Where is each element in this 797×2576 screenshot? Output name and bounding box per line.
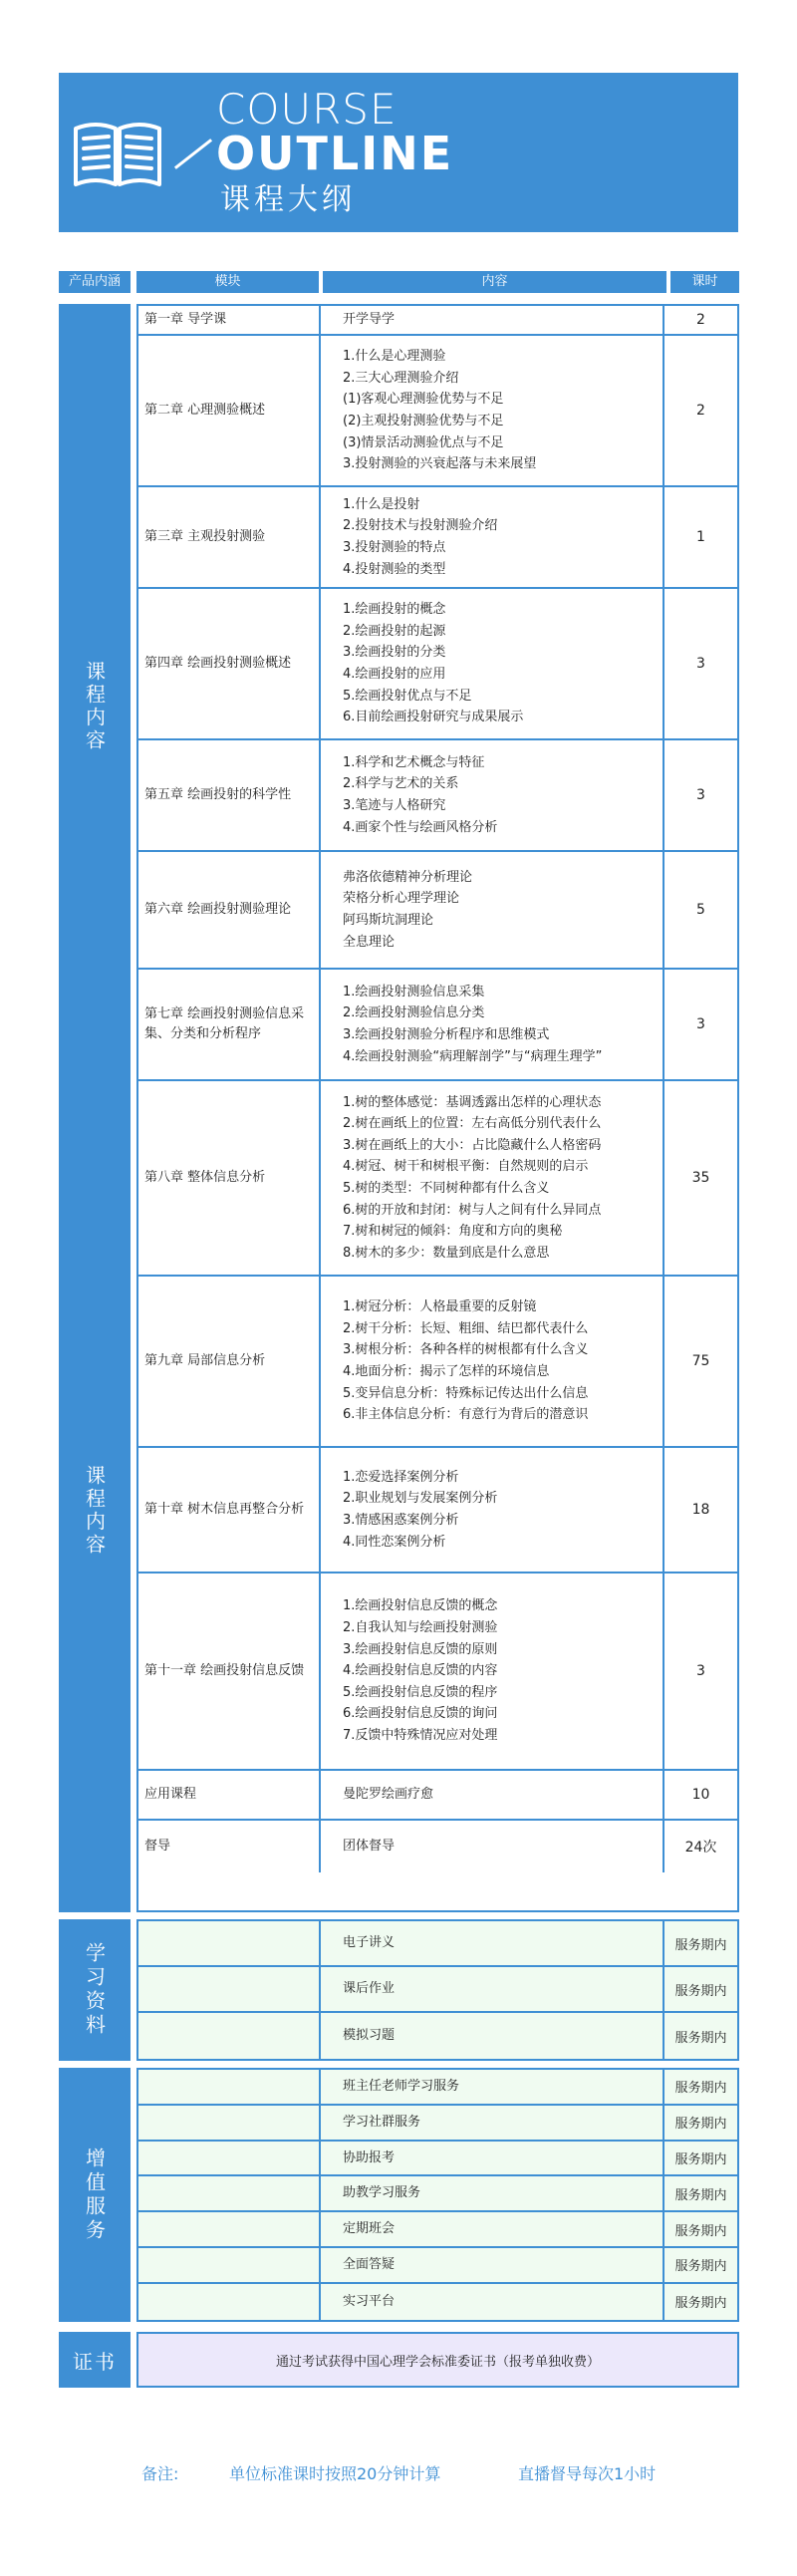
services-hours: 服务期内 bbox=[664, 2212, 737, 2246]
chapter-content bbox=[321, 1277, 664, 1446]
chapter-hours: 2 bbox=[696, 312, 705, 328]
table-row bbox=[138, 2106, 737, 2142]
section-certificate: 证书 bbox=[59, 2332, 131, 2388]
content-line: 1.什么是心理测验 bbox=[343, 349, 446, 365]
chapter-module: 第八章 整体信息分析 bbox=[138, 1081, 321, 1275]
header-product: 产品内涵 bbox=[59, 271, 131, 293]
content-line: 7.树和树冠的倾斜：角度和方向的奥秘 bbox=[343, 1224, 563, 1240]
chapter-module: 第四章 绘画投射测验概述 bbox=[138, 589, 321, 738]
services-hours: 服务期内 bbox=[664, 2284, 737, 2320]
content-line: 1.什么是投射 bbox=[343, 496, 420, 512]
content-line: 5.树的类型：不同树种都有什么含义 bbox=[343, 1181, 550, 1196]
table-row bbox=[138, 336, 737, 487]
content-line: (1)客观心理测验优势与不足 bbox=[343, 392, 504, 408]
content-line: 6.非主体信息分析：有意行为背后的潜意识 bbox=[343, 1407, 589, 1423]
table-row bbox=[138, 2248, 737, 2284]
content-line: 全息理论 bbox=[343, 934, 396, 950]
services-hours: 服务期内 bbox=[664, 2248, 737, 2282]
content-line: 2.职业规划与发展案例分析 bbox=[343, 1491, 498, 1507]
section-label-content-1: 课程内容 bbox=[82, 660, 107, 752]
content-line: 2.树在画纸上的位置：左右高低分别代表什么 bbox=[343, 1116, 602, 1132]
empty-module-cell bbox=[138, 2284, 321, 2320]
table-row bbox=[138, 2176, 737, 2212]
content-line: 3.绘画投射测验分析程序和思维模式 bbox=[343, 1027, 550, 1042]
content-line: 8.树木的多少：数量到底是什么意思 bbox=[343, 1245, 550, 1261]
chapter-module: 第七章 绘画投射测验信息采集、分类和分析程序 bbox=[138, 970, 321, 1079]
content-line: 3.投射测验的特点 bbox=[343, 540, 446, 555]
empty-module-cell bbox=[138, 2212, 321, 2246]
services-hours: 服务期内 bbox=[664, 2106, 737, 2140]
chapter-hours: 75 bbox=[691, 1353, 710, 1369]
title-slash-divider bbox=[174, 139, 212, 169]
chapter-content bbox=[321, 487, 664, 587]
services-content bbox=[321, 2142, 664, 2175]
content-line: 1.恋爱选择案例分析 bbox=[343, 1469, 459, 1485]
chapter-hours: 1 bbox=[696, 529, 705, 545]
empty-module-cell bbox=[138, 1967, 321, 2011]
content-line: 5.绘画投射优点与不足 bbox=[343, 688, 472, 704]
chapter-module: 应用课程 bbox=[138, 1771, 321, 1819]
content-line: 全面答疑 bbox=[343, 2257, 396, 2273]
content-line: 荣格分析心理学理论 bbox=[343, 891, 460, 907]
banner-outline-text: OUTLINE bbox=[216, 127, 454, 180]
table-row bbox=[138, 852, 737, 970]
table-row bbox=[138, 2284, 737, 2320]
table-row bbox=[138, 2212, 737, 2248]
content-line: 2.树干分析：长短、粗细、结巴都代表什么 bbox=[343, 1320, 589, 1336]
chapter-hours: 3 bbox=[696, 1016, 705, 1032]
content-line: 4.绘画投射测验“病理解剖学”与“病理生理学” bbox=[343, 1048, 603, 1064]
content-line: 5.绘画投射信息反馈的程序 bbox=[343, 1684, 498, 1700]
table-row bbox=[138, 589, 737, 740]
materials-content bbox=[321, 1921, 664, 1965]
chapter-hours: 18 bbox=[691, 1502, 710, 1518]
chapter-content bbox=[321, 970, 664, 1079]
content-line: 电子讲义 bbox=[343, 1935, 396, 1951]
header-content: 内容 bbox=[323, 271, 666, 293]
content-line: 1.科学和艺术概念与特征 bbox=[343, 754, 485, 770]
content-line: 团体督导 bbox=[343, 1839, 396, 1855]
table-row bbox=[138, 2013, 737, 2059]
content-line: 3.绘画投射的分类 bbox=[343, 645, 446, 661]
table-row bbox=[138, 1574, 737, 1771]
materials-table bbox=[136, 1919, 739, 2061]
content-line: 学习社群服务 bbox=[343, 2114, 421, 2130]
content-line: 课后作业 bbox=[343, 1981, 396, 1997]
chapter-content bbox=[321, 306, 664, 334]
chapter-content bbox=[321, 852, 664, 968]
services-content bbox=[321, 2212, 664, 2246]
header-hours: 课时 bbox=[670, 271, 739, 293]
services-hours: 服务期内 bbox=[664, 2070, 737, 2104]
content-line: 3.绘画投射信息反馈的原则 bbox=[343, 1641, 498, 1657]
certificate-text: 通过考试获得中国心理学会标准委证书（报考单独收费） bbox=[136, 2332, 739, 2388]
chapter-hours: 3 bbox=[696, 1663, 705, 1679]
chapter-hours: 35 bbox=[691, 1170, 710, 1186]
empty-module-cell bbox=[138, 2142, 321, 2175]
chapter-module: 督导 bbox=[138, 1821, 321, 1872]
content-line: 6.目前绘画投射研究与成果展示 bbox=[343, 710, 524, 725]
empty-module-cell bbox=[138, 2013, 321, 2059]
table-row bbox=[138, 306, 737, 336]
table-row bbox=[138, 740, 737, 852]
content-line: 开学导学 bbox=[343, 312, 396, 328]
chapter-content bbox=[321, 1821, 664, 1872]
chapter-hours: 3 bbox=[696, 656, 705, 672]
chapter-hours: 3 bbox=[696, 787, 705, 803]
content-line: 6.树的开放和封闭：树与人之间有什么异同点 bbox=[343, 1202, 602, 1218]
banner-course-text: COURSE bbox=[216, 85, 398, 134]
chapter-module: 第十章 树木信息再整合分析 bbox=[138, 1448, 321, 1572]
note-label: 备注: bbox=[141, 2464, 179, 2483]
content-line: 1.绘画投射测验信息采集 bbox=[343, 984, 485, 1000]
chapter-module: 第五章 绘画投射的科学性 bbox=[138, 740, 321, 850]
table-row bbox=[138, 1277, 737, 1448]
chapter-content bbox=[321, 336, 664, 485]
content-line: 4.绘画投射的应用 bbox=[343, 667, 446, 682]
materials-content bbox=[321, 1967, 664, 2011]
content-line: 7.反馈中特殊情况应对处理 bbox=[343, 1727, 498, 1743]
section-label-content-2: 课程内容 bbox=[82, 1464, 107, 1557]
content-line: 4.绘画投射信息反馈的内容 bbox=[343, 1663, 498, 1679]
content-line: 曼陀罗绘画疗愈 bbox=[343, 1787, 434, 1803]
chapter-content bbox=[321, 1448, 664, 1572]
services-content bbox=[321, 2248, 664, 2282]
table-row bbox=[138, 970, 737, 1081]
chapter-content bbox=[321, 1574, 664, 1769]
table-row bbox=[138, 2142, 737, 2177]
materials-content bbox=[321, 2013, 664, 2059]
table-row bbox=[138, 1921, 737, 1967]
empty-module-cell bbox=[138, 2106, 321, 2140]
section-course-content bbox=[59, 304, 131, 1912]
empty-module-cell bbox=[138, 1921, 321, 1965]
empty-module-cell bbox=[138, 2176, 321, 2210]
content-line: 2.投射技术与投射测验介绍 bbox=[343, 518, 498, 534]
chapter-hours: 24次 bbox=[684, 1840, 717, 1856]
content-line: 2.三大心理测验介绍 bbox=[343, 370, 459, 386]
content-line: 班主任老师学习服务 bbox=[343, 2079, 460, 2095]
section-services: 增值服务 bbox=[59, 2068, 131, 2322]
content-line: 协助报考 bbox=[343, 2149, 396, 2165]
chapter-module: 第九章 局部信息分析 bbox=[138, 1277, 321, 1446]
content-line: 3.投射测验的兴衰起落与未来展望 bbox=[343, 456, 537, 472]
content-line: 1.树的整体感觉：基调透露出怎样的心理状态 bbox=[343, 1094, 602, 1110]
chapter-module: 第十一章 绘画投射信息反馈 bbox=[138, 1574, 321, 1769]
content-line: 5.变异信息分析：特殊标记传达出什么信息 bbox=[343, 1385, 589, 1401]
content-line: 4.地面分析：揭示了怎样的环境信息 bbox=[343, 1364, 550, 1379]
table-row bbox=[138, 1821, 737, 1872]
services-table bbox=[136, 2068, 739, 2322]
chapter-content bbox=[321, 589, 664, 738]
content-line: 3.树在画纸上的大小：占比隐藏什么人格密码 bbox=[343, 1137, 602, 1153]
materials-hours: 服务期内 bbox=[664, 1967, 737, 2011]
content-line: 3.树根分析：各种各样的树根都有什么含义 bbox=[343, 1342, 589, 1358]
chapter-module: 第六章 绘画投射测验理论 bbox=[138, 852, 321, 968]
content-line: 2.绘画投射测验信息分类 bbox=[343, 1005, 485, 1021]
chapter-module: 第二章 心理测验概述 bbox=[138, 336, 321, 485]
header-banner bbox=[59, 73, 738, 232]
content-line: 6.绘画投射信息反馈的询问 bbox=[343, 1706, 498, 1722]
content-line: 2.科学与艺术的关系 bbox=[343, 776, 459, 792]
services-hours: 服务期内 bbox=[664, 2142, 737, 2175]
table-row bbox=[138, 1967, 737, 2013]
content-line: 4.画家个性与绘画风格分析 bbox=[343, 819, 498, 835]
materials-hours: 服务期内 bbox=[664, 2013, 737, 2059]
empty-module-cell bbox=[138, 2070, 321, 2104]
services-hours: 服务期内 bbox=[664, 2176, 737, 2210]
content-line: 3.笔迹与人格研究 bbox=[343, 798, 446, 813]
chapter-hours: 2 bbox=[696, 403, 705, 419]
content-line: 4.投射测验的类型 bbox=[343, 561, 446, 577]
table-row bbox=[138, 1081, 737, 1277]
content-line: 实习平台 bbox=[343, 2293, 396, 2309]
chapter-content bbox=[321, 1771, 664, 1819]
content-line: 定期班会 bbox=[343, 2221, 396, 2237]
services-content bbox=[321, 2284, 664, 2320]
services-content bbox=[321, 2106, 664, 2140]
banner-title-cn: 课程大纲 bbox=[220, 182, 356, 217]
book-icon bbox=[73, 119, 162, 188]
chapter-hours: 5 bbox=[696, 902, 705, 918]
section-materials: 学习资料 bbox=[59, 1919, 131, 2061]
content-line: 1.绘画投射的概念 bbox=[343, 602, 446, 618]
services-content bbox=[321, 2070, 664, 2104]
content-line: 1.绘画投射信息反馈的概念 bbox=[343, 1598, 498, 1614]
content-line: 4.同性恋案例分析 bbox=[343, 1534, 446, 1550]
note-unit: 单位标准课时按照20分钟计算 bbox=[229, 2464, 441, 2483]
chapters-table bbox=[136, 304, 739, 1912]
header-module: 模块 bbox=[136, 271, 319, 293]
chapter-hours: 10 bbox=[691, 1787, 710, 1803]
materials-hours: 服务期内 bbox=[664, 1921, 737, 1965]
empty-module-cell bbox=[138, 2248, 321, 2282]
chapter-content bbox=[321, 740, 664, 850]
chapter-module: 第一章 导学课 bbox=[138, 306, 321, 334]
content-line: 弗洛依德精神分析理论 bbox=[343, 869, 473, 885]
services-content bbox=[321, 2176, 664, 2210]
content-line: 2.自我认知与绘画投射测验 bbox=[343, 1620, 498, 1636]
content-line: 4.树冠、树干和树根平衡：自然规则的启示 bbox=[343, 1159, 589, 1175]
content-line: (2)主观投射测验优势与不足 bbox=[343, 414, 504, 429]
table-row bbox=[138, 487, 737, 589]
table-row bbox=[138, 2070, 737, 2106]
chapter-module: 第三章 主观投射测验 bbox=[138, 487, 321, 587]
content-line: 2.绘画投射的起源 bbox=[343, 623, 446, 639]
content-line: 模拟习题 bbox=[343, 2028, 396, 2044]
table-row bbox=[138, 1448, 737, 1574]
content-line: (3)情景活动测验优点与不足 bbox=[343, 434, 504, 450]
note-live: 直播督导每次1小时 bbox=[518, 2464, 657, 2483]
table-row bbox=[138, 1771, 737, 1821]
content-line: 1.树冠分析：人格最重要的反射镜 bbox=[343, 1299, 537, 1315]
content-line: 助教学习服务 bbox=[343, 2185, 421, 2201]
content-line: 3.情感困惑案例分析 bbox=[343, 1513, 459, 1528]
content-line: 阿玛斯坑洞理论 bbox=[343, 913, 434, 928]
chapter-content bbox=[321, 1081, 664, 1275]
